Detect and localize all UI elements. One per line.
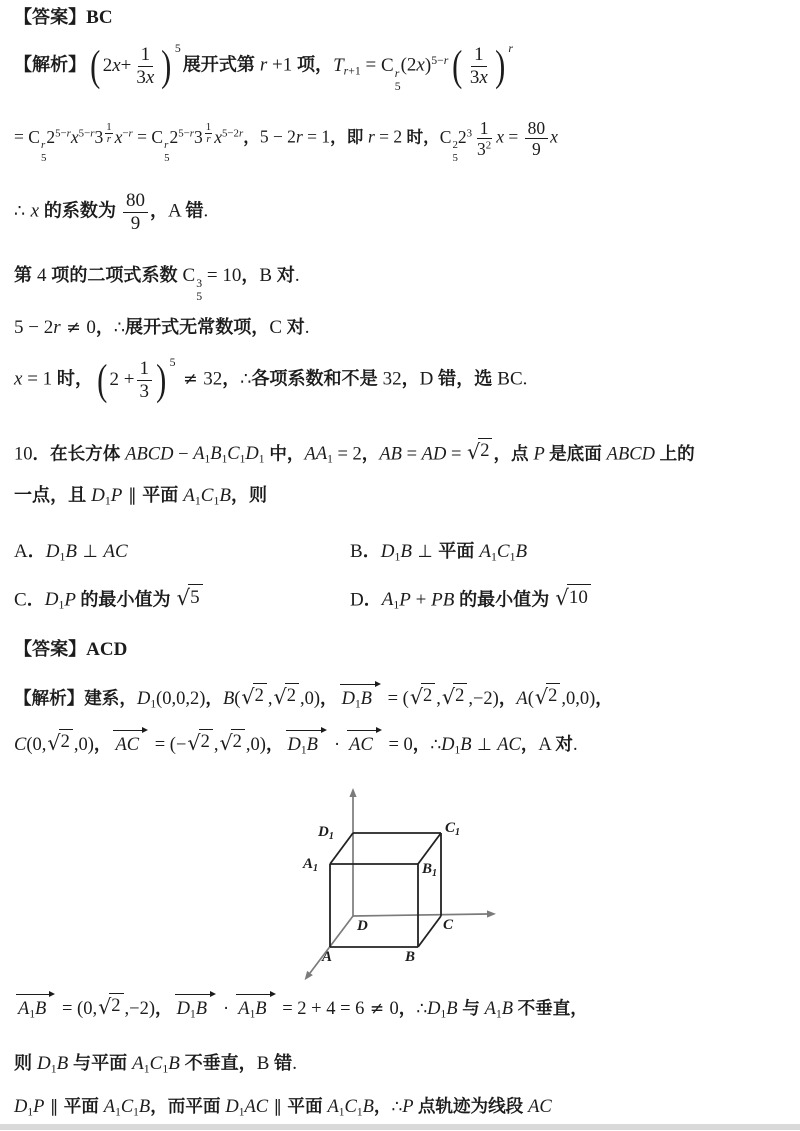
q10-solution-line-3: A1B = (0, √ 2 ,−2)， D1B · A1B = 2 + 4 = 6 ≠ 0，∴D1B 与 A1B 不垂直，: [14, 992, 588, 1022]
vector-overline: AC: [113, 728, 148, 757]
q9-solution-derivation: = C r 5 $2^{5-r}x^{5-r}3$ $^{\frac{1}{r}}$ $x^{-r} = C$ r 5 $2^{5-r}3$ $^{\frac{1}{r}}$ $x^{5-2r}$，5 − 2r = 1，即 r = 2 时，C 2 5 $2^3$ $\frac{1}{3^2}$ x = $\frac{80}{9}$ x: [14, 118, 558, 164]
edge-BC: [418, 916, 441, 947]
q9-conclusion-d: x = 1 时， ( 2 + $\frac{1}{3}$ ) 5 ≠ 32，∴各项系数和不是 32，D 错，选 BC.: [14, 355, 528, 404]
sqrt-radical: √ 2: [219, 729, 244, 754]
q10-option-d: D．A1P + PB 的最小值为 √ 10: [350, 584, 592, 614]
q9-conclusion-b: 第 4 项的二项式系数 C 3 5 = 10，B 对.: [14, 265, 300, 304]
vertex-label-D: D: [357, 918, 368, 934]
vector-overline: A1B: [236, 992, 275, 1022]
sqrt-radical: √ 5: [177, 584, 203, 610]
cuboid-figure: [280, 783, 520, 993]
q10-option-a: A．D1B ⊥ AC: [14, 541, 128, 564]
vertex-label-B1: $B_1$: [422, 861, 438, 879]
sqrt-radical: √ 2: [535, 683, 560, 708]
q9-conclusion-c: 5 − 2r ≠ 0，∴展开式无常数项，C 对.: [14, 317, 310, 338]
vertex-label-A1: $A_1$: [303, 856, 319, 874]
y-axis: [353, 914, 487, 916]
z-axis-arrowhead: [349, 788, 356, 797]
q10-stem-line-2: 一点，且 D1P ∥ 平面 A1C1B，则: [14, 485, 268, 508]
sqrt-radical: √ 2: [98, 993, 123, 1018]
q10-solution-line-1: 【解析】建系，D1(0,0,2)，B( √ 2 , √ 2 ,0)， D1B = ( √ 2 , √ 2 ,−2)，A( √ 2 ,0,0)，: [14, 682, 613, 712]
vertex-label-C: C: [443, 917, 454, 933]
q9-answer-line: 【答案】BC: [14, 7, 113, 28]
sqrt-radical: √ 2: [274, 683, 299, 708]
sqrt-radical: √ 2: [187, 729, 212, 754]
q10-stem-line-1: 10．在长方体 ABCD − A1B1C1D1 中，AA1 = 2，AB = AD = √ 2 ，点 P 是底面 ABCD 上的: [14, 438, 695, 467]
sqrt-radical: √ 2: [47, 729, 72, 754]
vertex-label-C1: $C_1$: [445, 820, 461, 838]
q10-answer-line: 【答案】ACD: [14, 639, 128, 660]
edge-C1B1: [418, 833, 441, 864]
q10-solution-line-5: D1P ∥ 平面 A1C1B，而平面 D1AC ∥ 平面 A1C1B，∴P 点轨迹为线段 AC: [14, 1096, 552, 1119]
vector-overline: D1B: [175, 992, 216, 1022]
q9-conclusion-a: ∴ x 的系数为 $\frac{80}{9}$ ，A 错.: [14, 190, 209, 234]
sqrt-radical: √ 2: [467, 438, 492, 463]
vector-overline: AC: [347, 728, 382, 757]
q10-option-c: C．D1P 的最小值为 √ 5: [14, 584, 204, 614]
page-bottom-divider: [0, 1124, 800, 1130]
sqrt-radical: √ 2: [241, 683, 266, 708]
vertex-label-B: B: [405, 949, 416, 965]
vector-overline: D1B: [286, 728, 327, 758]
q10-solution-line-2: C(0, √ 2 ,0)， AC = (− √ 2 , √ 2 ,0)， D1B · AC = 0，∴D1B ⊥ AC，A 对.: [14, 728, 578, 758]
q10-option-b: B．D1B ⊥ 平面 A1C1B: [350, 541, 528, 564]
q9-solution-expansion: 【解析】 ( 2 x + $\frac{1}{3x}$ ) 5 展开式第 r +1 项，Tr+1 = C r 5 $(2x)^{5-r}$ ( 1 3x ) r: [14, 41, 513, 94]
sqrt-radical: √ 10: [555, 584, 591, 610]
vector-overline: D1B: [340, 682, 381, 712]
vector-overline: A1B: [16, 992, 55, 1022]
y-axis-arrowhead: [487, 910, 496, 917]
sqrt-radical: √ 2: [410, 683, 435, 708]
vertex-label-A: A: [322, 949, 333, 965]
q10-solution-line-4: 则 D1B 与平面 A1C1B 不垂直，B 错.: [14, 1053, 297, 1076]
vertex-label-D1: $D_1$: [318, 824, 334, 842]
sqrt-radical: √ 2: [442, 683, 467, 708]
